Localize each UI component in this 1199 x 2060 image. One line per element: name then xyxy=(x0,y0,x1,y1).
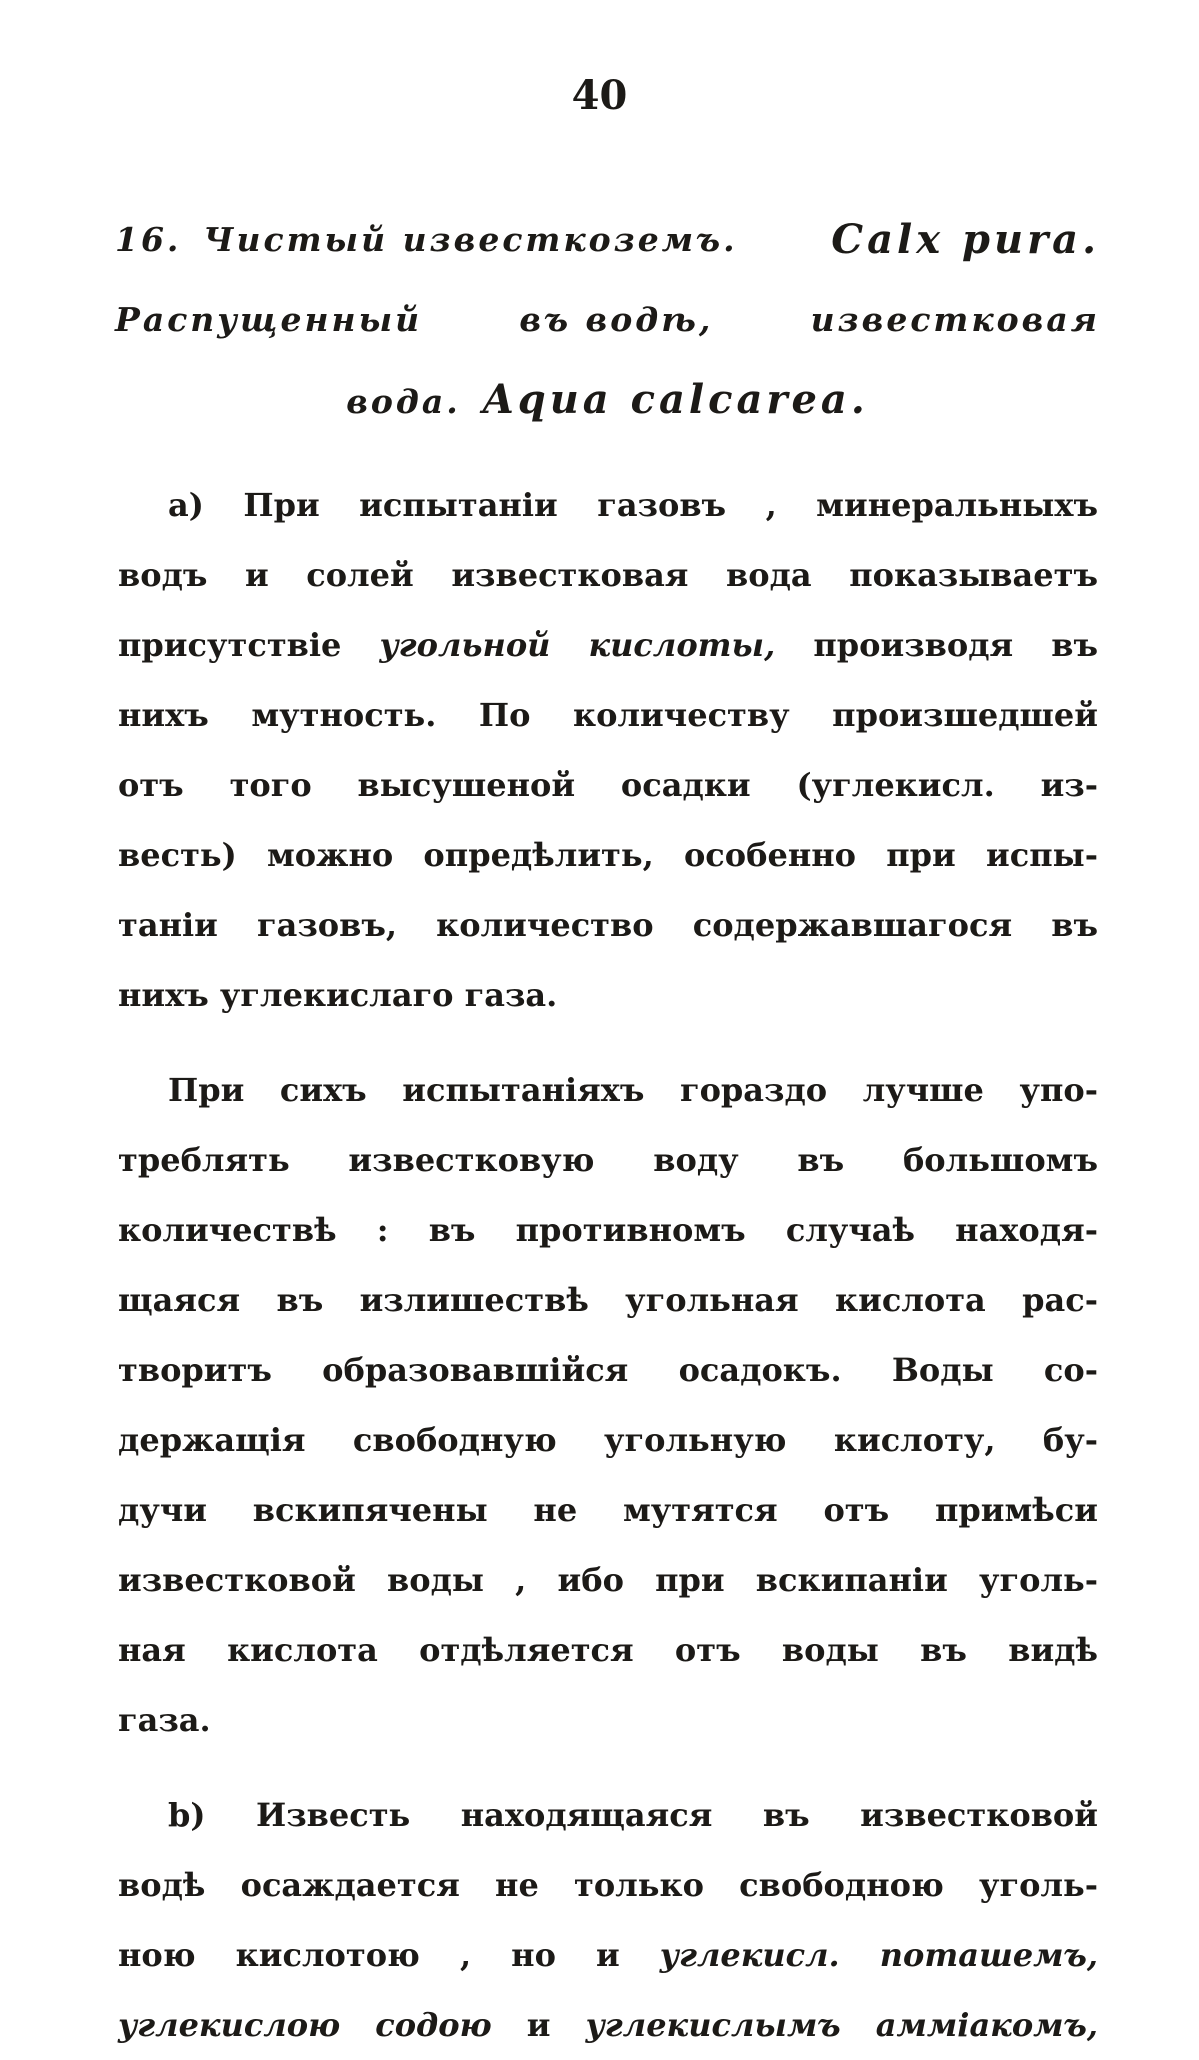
text-line: отъ того высушеной осадки (углекисл. из- xyxy=(118,766,1098,804)
text-run: присутствіе xyxy=(118,626,342,664)
text-line: дучи вскипячены не мутятся отъ примѣси xyxy=(118,1491,1098,1529)
text-line: творитъ образовавшійся осадокъ. Воды со- xyxy=(118,1351,1098,1389)
italic-term: углекислою содою xyxy=(118,2006,492,2044)
italic-term: углекисл. поташемъ, xyxy=(659,1936,1099,1974)
italic-term: углекислымъ аммiакомъ, xyxy=(585,2006,1099,2044)
text-line: b) Известь находящаяся въ известковой xyxy=(168,1796,1098,1834)
page-body xyxy=(118,470,1098,2060)
page-number: 40 xyxy=(571,72,628,119)
text-line: количествѣ : въ противномъ случаѣ находя- xyxy=(118,1211,1098,1249)
text-line: нихъ мутность. По количеству произшедшей xyxy=(118,696,1098,734)
text-line: водъ и солей известковая вода показываетъ xyxy=(118,556,1098,594)
text-run: и xyxy=(526,2006,551,2044)
text-line: держащія свободную угольную кислоту, бу- xyxy=(118,1421,1098,1459)
section-title: Чистый известкоземъ. xyxy=(203,220,738,259)
text-line xyxy=(118,610,1098,680)
heading-word: въ водѣ, xyxy=(519,300,714,339)
section-latin-name: Calx pura. xyxy=(831,216,1100,263)
paragraph-a xyxy=(118,470,1098,1030)
paragraph-c xyxy=(118,1780,1098,2060)
text-line: щаяся въ излишествѣ угольная кислота рас- xyxy=(118,1281,1098,1319)
text-line: газа. xyxy=(118,1701,211,1739)
text-line: таніи газовъ, количество содержавшагося въ xyxy=(118,906,1098,944)
heading-latin-name: Aqua calcarea. xyxy=(482,376,869,423)
text-line: весть) можно опредѣлить, особенно при испы- xyxy=(118,836,1098,874)
text-line: водѣ осаждается не только свободною уголь- xyxy=(118,1866,1098,1904)
heading-line-2 xyxy=(115,280,1100,360)
italic-term: угольной кислоты, xyxy=(379,626,776,664)
heading-line-3 xyxy=(115,360,1100,440)
heading-line-1 xyxy=(115,200,1100,280)
heading-word: известковая xyxy=(810,300,1100,339)
paragraph-b xyxy=(118,1055,1098,1755)
text-run: производя въ xyxy=(813,626,1099,664)
section-heading xyxy=(115,200,1100,440)
text-line: ная кислота отдѣляется отъ воды въ видѣ xyxy=(118,1631,1098,1669)
section-number: 16. xyxy=(115,220,182,259)
text-line: треблять известковую воду въ большомъ xyxy=(118,1141,1098,1179)
text-line: При сихъ испытаніяхъ гораздо лучше упо- xyxy=(168,1071,1098,1109)
text-run: ною кислотою , но и xyxy=(118,1936,620,1974)
text-line xyxy=(118,1920,1098,1990)
heading-word: Распущенный xyxy=(115,300,423,339)
heading-word: вода. xyxy=(346,382,461,421)
text-line: известковой воды , ибо при вскипаніи уголь- xyxy=(118,1561,1098,1599)
text-line: нихъ углекислаго газа. xyxy=(118,976,558,1014)
text-line: а) При испытаніи газовъ , минеральныхъ xyxy=(168,486,1098,524)
